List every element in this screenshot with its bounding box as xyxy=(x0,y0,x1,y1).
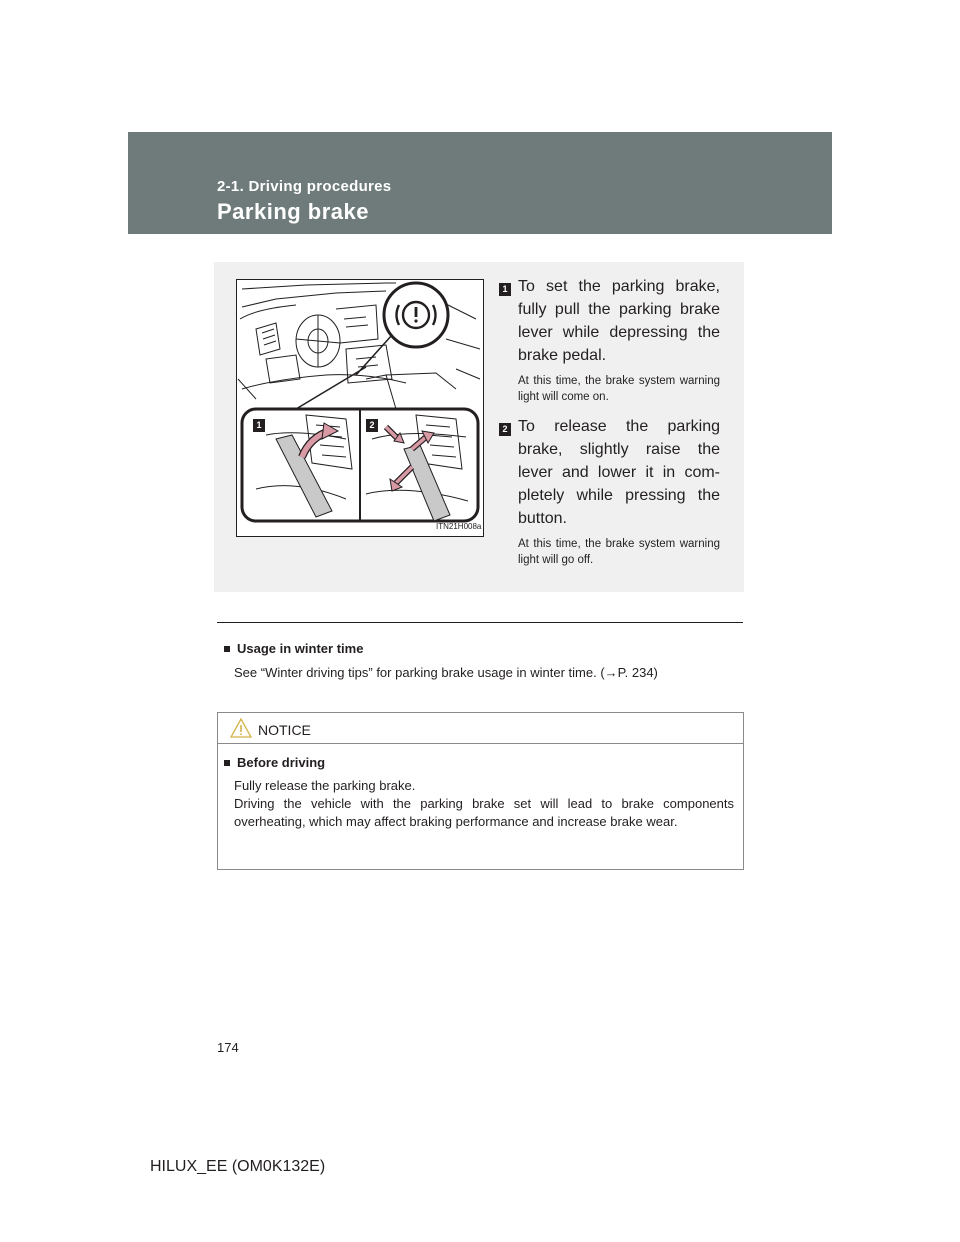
info-heading-text: Usage in winter time xyxy=(237,641,364,656)
page-number: 174 xyxy=(217,1040,239,1055)
illustration-callout-2: 2 xyxy=(366,419,378,432)
notice-line-2: Driving the vehicle with the parking brake set will lead to brake components overheating, which may affect braking performance and increase brake wear. xyxy=(234,796,734,829)
document-id: HILUX_EE (OM0K132E) xyxy=(150,1158,326,1175)
bullet-square-icon xyxy=(224,760,230,766)
step-2-note: At this time, the brake system warning light will go off. xyxy=(518,538,720,566)
notice-header xyxy=(218,713,743,744)
page-title: Parking brake xyxy=(217,199,370,224)
info-body: See “Winter driving tips” for parking brake usage in winter time. (→P. 234) xyxy=(234,665,658,680)
warning-triangle-icon xyxy=(230,718,252,738)
step-2-text: To release the parking brake, slightly raise the lever and lower it in com-pletely while pressing the button. xyxy=(518,418,720,527)
figure-code: ITN21H008a xyxy=(436,522,482,531)
step-1-text: To set the parking brake, fully pull the parking brake lever while depressing the brake pedal. xyxy=(518,278,720,364)
section-label: 2-1. Driving procedures xyxy=(217,178,392,195)
step-1-badge: 1 xyxy=(499,283,511,296)
notice-heading xyxy=(224,755,325,770)
info-heading xyxy=(224,641,363,656)
step-2-badge: 2 xyxy=(499,423,511,436)
notice-title: NOTICE xyxy=(258,722,311,738)
section-divider xyxy=(217,622,743,623)
notice-heading-text: Before driving xyxy=(237,755,326,770)
parking-brake-illustration xyxy=(236,279,484,537)
notice-line-1: Fully release the parking brake. xyxy=(234,778,416,793)
notice-box xyxy=(217,712,744,870)
bullet-square-icon xyxy=(224,646,230,652)
step-1-note: At this time, the brake system warning light will come on. xyxy=(518,375,720,403)
illustration-callout-1: 1 xyxy=(253,419,265,432)
